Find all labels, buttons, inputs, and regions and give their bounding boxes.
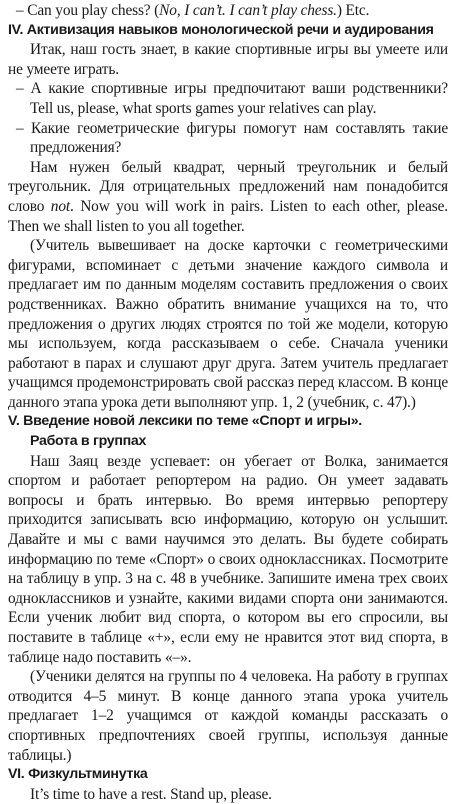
dialogue-etc: ) Etc. <box>336 2 370 19</box>
dialogue-question: – Can you play chess? ( <box>16 2 160 19</box>
section-6-paragraph-1: It’s time to have a rest. Stand up, please. <box>30 785 272 803</box>
section-4-heading: IV. Активизация навыков монологической речи и аудирования <box>8 21 434 38</box>
section-4-paragraph-2 <box>8 158 448 236</box>
section-5-paragraph-1: Наш Заяц везде успевает: он убегает от Волка, занимается спортом и работает репортером на радио. Он умеет задавать вопросы и брать интервью. Во время интервью репортеру приходится записывать всю информацию, которую он услышит. Давайте и мы с вами научимся это делать. Вы будете собирать информацию по теме «Спорт» о своих одноклассниках. Посмотрите на таблицу в упр. 3 на с. 48 в учебнике. Запишите имена трех своих одноклассников и узнайте, какими видами спорта они занимаются. Если ученик любит вид спорта, о котором вы его спросили, вы поставите в таблице «+», если ему не нравится этот вид спорта, в таблице надо поставить «–». <box>8 452 448 666</box>
section-4-question-2: – Какие геометрические фигуры помогут нам составлять такие предложения? <box>16 119 448 157</box>
word-not: not <box>50 197 71 215</box>
example-dialogue-line <box>8 1 448 21</box>
section-5-teacher-note: (Ученики делятся на группы по 4 человека. На работу в группах отводится 4–5 минут. В конце данного этапа урока учитель предлагает 1–2 учащимся от каждой команды рассказать о спортивных предпочтениях своей группы, используя данные таблицы.) <box>8 668 448 764</box>
dialogue-answer: No, I can’t. I can’t play chess. <box>159 2 337 19</box>
section-6-heading: VI. Физкультминутка <box>8 766 148 783</box>
section-4-question-1: – А какие спортивные игры предпочитают ваши родственники? Tell us, please, what sports games your relatives can play. <box>16 80 448 117</box>
section-4-paragraph-1: Итак, наш гость знает, в какие спортивные игры вы умеете или не умеете играть. <box>8 41 448 78</box>
section-5-heading: V. Введение новой лексики по теме «Спорт и игры». <box>8 413 362 430</box>
section-4-paragraph-2-start: Нам нужен белый квадрат, черный треугольник и белый треугольник. Для отрицательных предложений нам понадобится слово <box>8 158 448 215</box>
section-5-subheading: Работа в группах <box>30 433 147 450</box>
section-4-teacher-note: (Учитель вывешивает на доске карточки с геометрическими фигурами, вспоминает с детьми значение каждого символа и предлагает им по данным моделям составить предложения о своих родственниках. Важно обратить внимание учащихся на то, что предложения о других людях строятся по той же модели, которую мы используем, когда рассказываем о себе. Сначала ученики работают в парах и слушают друг друга. Затем учитель предлагает учащимся продемонстрировать свой рассказ перед классом. В конце данного этапа урока дети выполняют упр. 1, 2 (учебник, с. 47).) <box>8 237 448 411</box>
section-4-paragraph-2-end: . Now you will work in pairs. Listen to each other, please. Then we shall listen to you all together. <box>8 197 448 235</box>
